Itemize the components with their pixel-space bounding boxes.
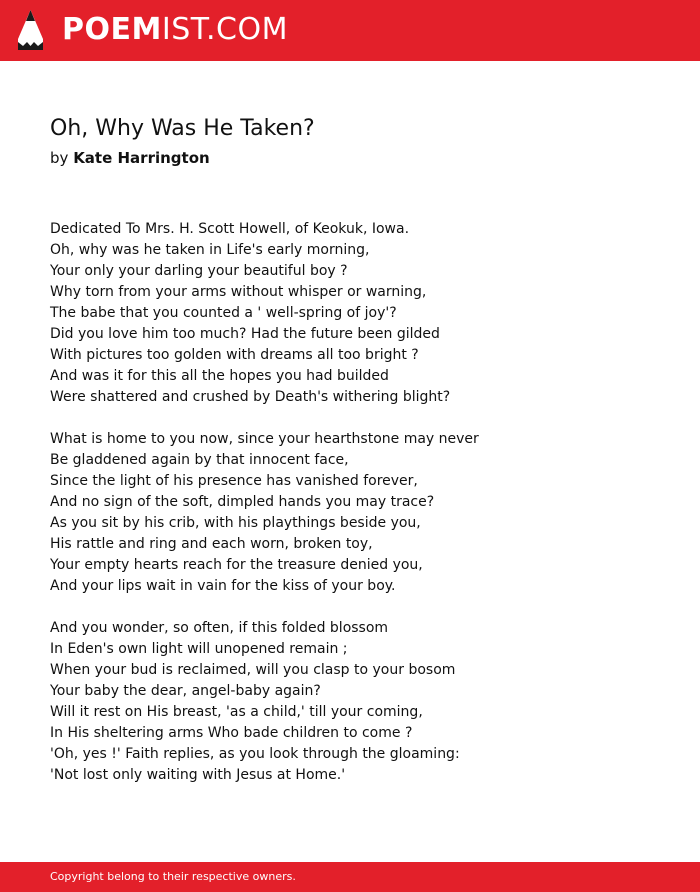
stanza-2 [50, 429, 670, 597]
author-name: Kate Harrington [73, 149, 210, 167]
poem-line: His rattle and ring and each worn, broken toy, [50, 536, 373, 552]
poem-line: In Eden's own light will unopened remain ; [50, 641, 348, 657]
poem-line: In His sheltering arms Who bade children to come ? [50, 725, 413, 741]
site-footer [0, 862, 700, 892]
dedication: Dedicated To Mrs. H. Scott Howell, of Keokuk, Iowa. [50, 221, 410, 237]
poem-line: Be gladdened again by that innocent face, [50, 452, 349, 468]
poem-body [50, 219, 670, 807]
poem-line: Did you love him too much? Had the future been gilded [50, 326, 440, 342]
poem-line: Your only your darling your beautiful boy ? [50, 263, 348, 279]
byline [50, 149, 210, 167]
poem-line: Will it rest on His breast, 'as a child,' till your coming, [50, 704, 423, 720]
poem-line: Were shattered and crushed by Death's withering blight? [50, 389, 451, 405]
copyright-text: Copyright belong to their respective owners. [50, 870, 296, 883]
poem-line: And you wonder, so often, if this folded blossom [50, 620, 389, 636]
poem-line: Oh, why was he taken in Life's early morning, [50, 242, 370, 258]
poem-line: As you sit by his crib, with his playthings beside you, [50, 515, 421, 531]
poem-line: The babe that you counted a ' well-spring of joy'? [50, 305, 397, 321]
stanza-1 [50, 240, 670, 408]
poem-line: 'Not lost only waiting with Jesus at Home.' [50, 767, 346, 783]
logo-text-bold: POEM [62, 12, 162, 47]
poem-line: What is home to you now, since your hearthstone may never [50, 431, 479, 447]
poem-line: Why torn from your arms without whisper or warning, [50, 284, 427, 300]
poem-line: And no sign of the soft, dimpled hands you may trace? [50, 494, 435, 510]
poem-line: Your baby the dear, angel-baby again? [50, 683, 321, 699]
site-header [0, 0, 700, 61]
pencil-tip-icon[interactable] [17, 9, 44, 51]
poem-line: And your lips wait in vain for the kiss of your boy. [50, 578, 396, 594]
poem-line: Since the light of his presence has vanished forever, [50, 473, 418, 489]
logo-text-light: IST.COM [161, 12, 288, 47]
poem-line: When your bud is reclaimed, will you clasp to your bosom [50, 662, 456, 678]
by-label: by [50, 149, 69, 167]
poem-line: And was it for this all the hopes you had builded [50, 368, 389, 384]
site-logo[interactable] [62, 12, 288, 48]
poem-line: With pictures too golden with dreams all too bright ? [50, 347, 419, 363]
poem-title: Oh, Why Was He Taken? [50, 116, 315, 141]
poem-line: 'Oh, yes !' Faith replies, as you look through the gloaming: [50, 746, 460, 762]
poem-line: Your empty hearts reach for the treasure denied you, [50, 557, 423, 573]
stanza-3 [50, 618, 670, 786]
